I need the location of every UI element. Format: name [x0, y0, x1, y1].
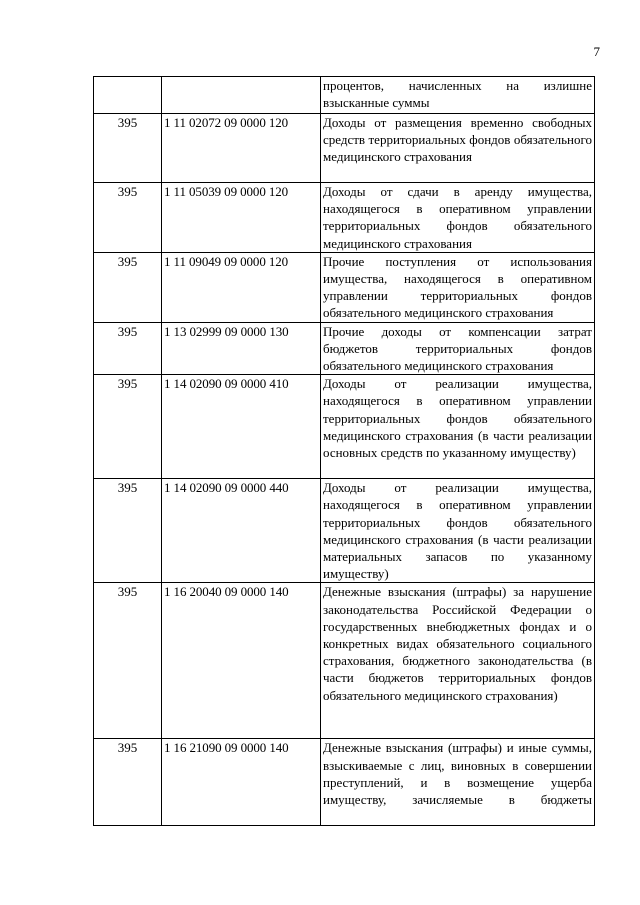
revenue-code-cell: 1 14 02090 09 0000 410 [162, 375, 321, 479]
revenue-code-cell: 1 16 20040 09 0000 140 [162, 583, 321, 739]
page-number: 7 [593, 44, 600, 59]
table-row [94, 77, 595, 114]
admin-code-cell: 395 [94, 479, 162, 583]
admin-code-cell: 395 [94, 252, 162, 322]
admin-code-cell: 395 [94, 739, 162, 826]
admin-code-cell: 395 [94, 114, 162, 183]
admin-code-cell: 395 [94, 583, 162, 739]
revenue-name-cell: Прочие поступления от использования имущества, находящегося в оперативном управлении территориальных фондов обязательного медицинского страхования [321, 252, 595, 322]
revenue-name-cell: Доходы от сдачи в аренду имущества, находящегося в оперативном управлении территориальных фондов обязательного медицинского страхования [321, 183, 595, 253]
admin-code-cell [94, 77, 162, 114]
table-row [94, 114, 595, 183]
revenue-name-cell: Доходы от реализации имущества, находящегося в оперативном управлении территориальных фондов обязательного медицинского страхования (в части реализации основных средств по указанному имуществу) [321, 375, 595, 479]
table-row [94, 375, 595, 479]
table-row [94, 583, 595, 739]
table-row [94, 183, 595, 253]
revenue-name-cell: Доходы от размещения временно свободных средств территориальных фондов обязательного медицинского страхования [321, 114, 595, 183]
table-row [94, 479, 595, 583]
revenue-name-cell: Денежные взыскания (штрафы) за нарушение законодательства Российской Федерации о государственных внебюджетных фондах и о конкретных видах обязательного социального страхования, бюджетного законодательства (в части бюджетов территориальных фондов обязательного медицинского страхования) [321, 583, 595, 739]
revenue-code-cell: 1 11 02072 09 0000 120 [162, 114, 321, 183]
revenue-name-cell: процентов, начисленных на излишне взысканные суммы [321, 77, 595, 114]
admin-code-cell: 395 [94, 322, 162, 375]
revenue-code-cell: 1 14 02090 09 0000 440 [162, 479, 321, 583]
revenue-code-cell: 1 16 21090 09 0000 140 [162, 739, 321, 826]
table-row [94, 739, 595, 826]
revenue-name-cell: Прочие доходы от компенсации затрат бюджетов территориальных фондов обязательного медицинского страхования [321, 322, 595, 375]
revenue-code-cell [162, 77, 321, 114]
table-row [94, 252, 595, 322]
revenue-name-cell: Доходы от реализации имущества, находящегося в оперативном управлении территориальных фондов обязательного медицинского страхования (в части реализации материальных запасов по указанному имуществу) [321, 479, 595, 583]
table-row [94, 322, 595, 375]
revenue-name-cell: Денежные взыскания (штрафы) и иные суммы, взыскиваемые с лиц, виновных в совершении преступлений, и в возмещение ущерба имуществу, зачисляемые в бюджеты [321, 739, 595, 826]
revenue-code-cell: 1 11 09049 09 0000 120 [162, 252, 321, 322]
revenue-code-cell: 1 13 02999 09 0000 130 [162, 322, 321, 375]
admin-code-cell: 395 [94, 183, 162, 253]
revenue-codes-table [93, 76, 595, 826]
revenue-code-cell: 1 11 05039 09 0000 120 [162, 183, 321, 253]
admin-code-cell: 395 [94, 375, 162, 479]
